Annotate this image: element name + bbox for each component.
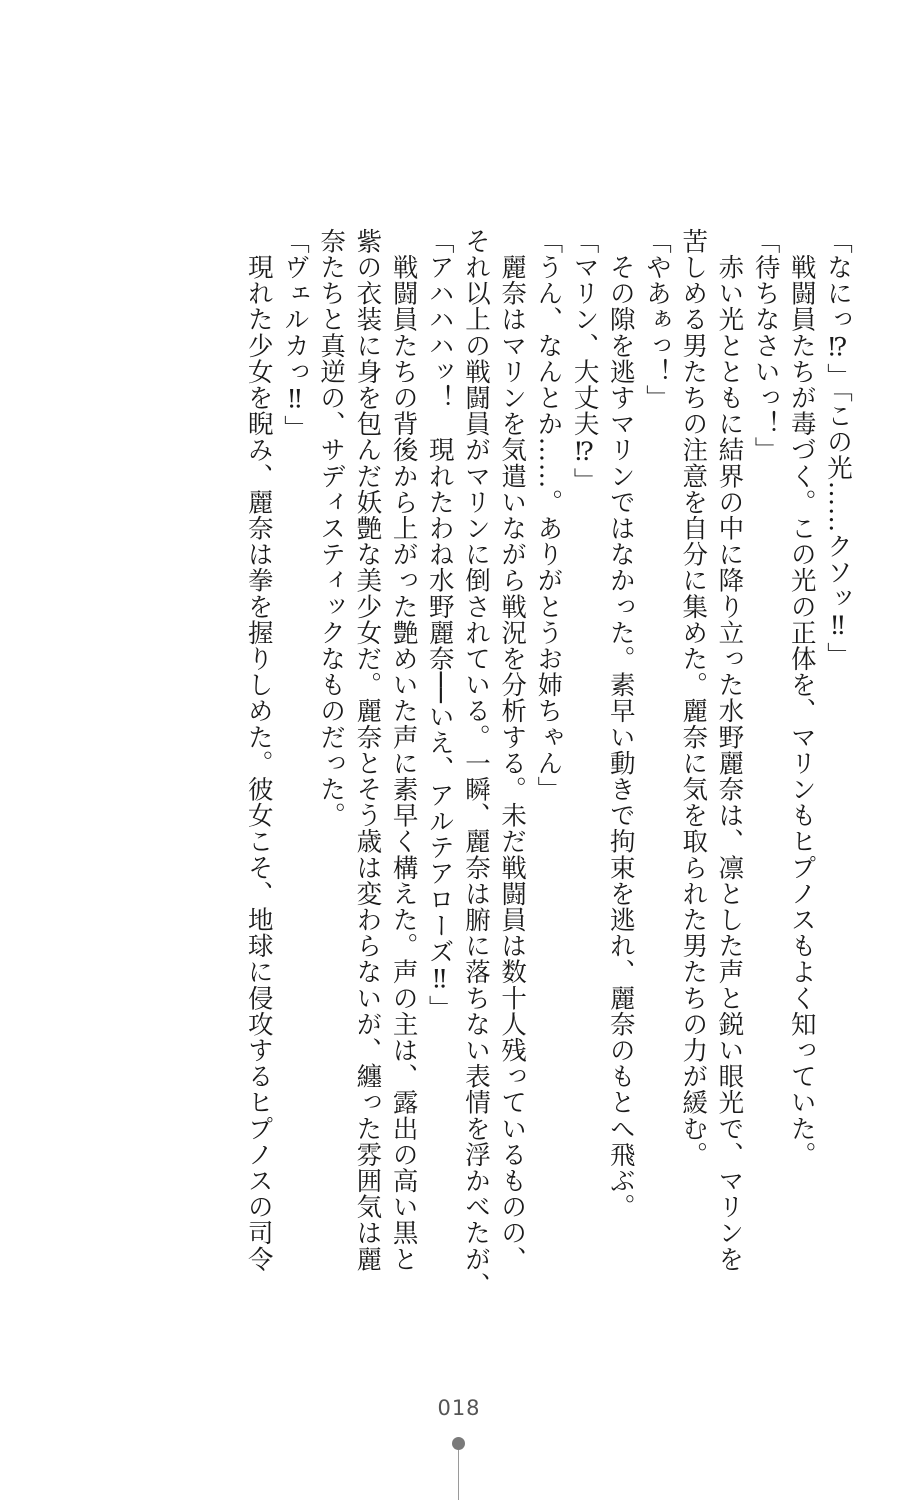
text-line: 戦闘員たちが毒づく。この光の正体を、マリンもヒプノスもよく知っていた。 — [786, 228, 817, 1168]
text-line: 苦しめる男たちの注意を自分に集めた。麗奈に気を取られた男たちの力が緩む。 — [678, 228, 709, 1168]
folio-rule — [458, 1450, 459, 1500]
text-line: 戦闘員たちの背後から上がった艶めいた声に素早く構えた。声の主は、露出の高い黒と — [388, 228, 419, 1272]
text-line: 「やあぁっ！」 — [641, 228, 672, 411]
body-text — [44, 228, 856, 1299]
text-line: 「待ちなさいっ！」 — [750, 228, 781, 463]
text-line: 麗奈はマリンを気遣いながら戦況を分析する。未だ戦闘員は数十人残っているものの、 — [497, 228, 528, 1272]
text-line: 紫の衣装に身を包んだ妖艶な美少女だ。麗奈とそう歳は変わらないが、纏った雰囲気は麗 — [352, 228, 383, 1272]
text-line: 「ヴェルカっ‼」 — [279, 228, 310, 442]
text-line: 「うん、なんとか……。ありがとうお姉ちゃん」 — [533, 228, 564, 803]
page-number: 018 — [437, 1396, 481, 1420]
text-line: 現れた少女を睨み、麗奈は拳を握りしめた。彼女こそ、地球に侵攻するヒプノスの司令 — [243, 228, 274, 1272]
text-line: 「アハハハッ！ 現れたわね水野麗奈──いえ、アルテアローズ‼」 — [424, 228, 455, 1022]
text-line: 「なにっ⁉」「この光……クソッ‼」 — [823, 228, 853, 668]
text-line: 「マリン、大丈夫⁉」 — [569, 228, 600, 494]
text-line: その隙を逃すマリンではなかった。素早い動きで拘束を逃れ、麗奈のもとへ飛ぶ。 — [605, 228, 636, 1220]
folio-dot-icon — [452, 1437, 465, 1450]
text-line: それ以上の戦闘員がマリンに倒されている。一瞬、麗奈は腑に落ちない表情を浮かべたが、 — [460, 228, 491, 1299]
text-line: 赤い光とともに結界の中に降り立った水野麗奈は、凛とした声と鋭い眼光で、マリンを — [714, 228, 745, 1272]
text-line: 奈たちと真逆の、サディスティックなものだった。 — [316, 228, 347, 829]
